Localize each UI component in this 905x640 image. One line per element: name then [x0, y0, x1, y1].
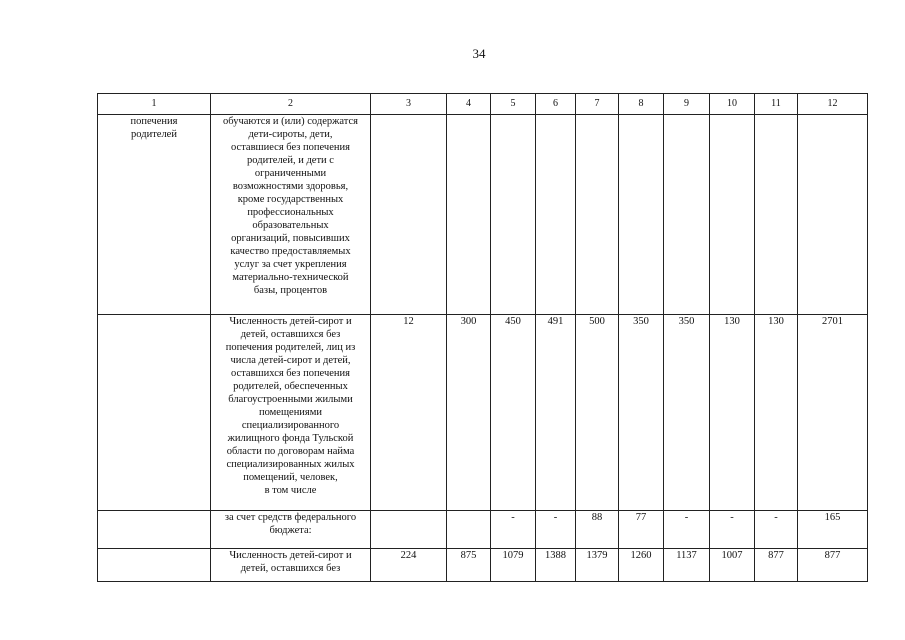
value-cell [371, 115, 447, 315]
indicator-text-line: помещениями [258, 407, 323, 418]
value-cell: 1137 [664, 549, 710, 582]
value-cell: - [664, 511, 710, 549]
value-cell [447, 511, 491, 549]
table-row [98, 315, 868, 511]
indicator-text-line: детей, оставшихся без [240, 329, 341, 340]
value-cell: 450 [491, 315, 536, 511]
indicator-text-line: детей, оставшихся без [240, 563, 341, 574]
value-cell: 165 [798, 511, 868, 549]
value-cell: 877 [798, 549, 868, 582]
value-cell: 1379 [576, 549, 619, 582]
value-cell [536, 115, 576, 315]
table-row [98, 115, 868, 315]
value-cell [447, 115, 491, 315]
indicator-text-line: числа детей-сирот и детей, [230, 355, 351, 366]
indicator-cell [211, 549, 371, 582]
row-category-cell [98, 511, 211, 549]
header-row [98, 94, 868, 115]
indicator-text-line: жилищного фонда Тульской [227, 433, 354, 444]
column-header: 6 [536, 94, 576, 115]
indicator-text-line: кроме государственных [237, 194, 344, 205]
column-header: 3 [371, 94, 447, 115]
row-category-cell [98, 115, 211, 315]
indicator-text-line: Численность детей-сирот и [229, 316, 352, 327]
value-cell: 1007 [710, 549, 755, 582]
value-cell: 877 [755, 549, 798, 582]
page-number: 34 [472, 46, 486, 61]
value-cell: 491 [536, 315, 576, 511]
value-cell: 88 [576, 511, 619, 549]
value-cell [664, 115, 710, 315]
value-cell: 1260 [619, 549, 664, 582]
indicator-text-line: обучаются и (или) содержатся [223, 116, 358, 127]
indicator-text-line: специализированного [241, 420, 340, 431]
column-header: 2 [211, 94, 371, 115]
column-header: 8 [619, 94, 664, 115]
indicator-text-line: родителей, обеспеченных [233, 381, 348, 392]
indicator-text-line: за счет средств федерального [224, 512, 357, 523]
value-cell: 350 [664, 315, 710, 511]
indicator-text-line: благоустроенными жилыми [228, 394, 353, 405]
value-cell [710, 115, 755, 315]
indicator-text-line: в том числе [264, 485, 317, 496]
indicator-text-line: области по договорам найма [226, 446, 355, 457]
indicator-cell [211, 511, 371, 549]
column-header: 10 [710, 94, 755, 115]
indicator-text-line: качество предоставляемых [230, 246, 351, 257]
column-header: 9 [664, 94, 710, 115]
value-cell: 1079 [491, 549, 536, 582]
value-cell [576, 115, 619, 315]
indicator-text-line: возможностями здоровья, [232, 181, 349, 192]
data-table [97, 93, 868, 582]
table-row [98, 549, 868, 582]
value-cell: 130 [755, 315, 798, 511]
category-text-line: попечения [130, 116, 178, 127]
indicator-text-line: Численность детей-сирот и [229, 550, 352, 561]
category-text-line: родителей [131, 129, 177, 140]
indicator-text-line: оставшиеся без попечения [231, 142, 350, 153]
indicator-text-line: организаций, повысивших [231, 233, 350, 244]
column-header: 1 [98, 94, 211, 115]
table-row [98, 511, 868, 549]
value-cell: - [755, 511, 798, 549]
indicator-text-line: дети-сироты, дети, [248, 129, 333, 140]
column-header: 5 [491, 94, 536, 115]
value-cell [755, 115, 798, 315]
indicator-text-line: попечения родителей, лиц из [225, 342, 356, 353]
value-cell: 875 [447, 549, 491, 582]
value-cell: 77 [619, 511, 664, 549]
indicator-text-line: образовательных [252, 220, 329, 231]
value-cell: - [491, 511, 536, 549]
indicator-text-line: ограниченными [254, 168, 327, 179]
column-header: 11 [755, 94, 798, 115]
indicator-text-line: бюджета: [269, 525, 312, 536]
value-cell: - [710, 511, 755, 549]
indicator-cell [211, 115, 371, 315]
indicator-text-line: услуг за счет укрепления [234, 259, 347, 270]
value-cell: 1388 [536, 549, 576, 582]
value-cell: - [536, 511, 576, 549]
value-cell: 130 [710, 315, 755, 511]
value-cell: 500 [576, 315, 619, 511]
value-cell: 2701 [798, 315, 868, 511]
column-header: 7 [576, 94, 619, 115]
value-cell [371, 511, 447, 549]
indicator-text-line: материально-технической [232, 272, 349, 283]
value-cell: 12 [371, 315, 447, 511]
value-cell [491, 115, 536, 315]
indicator-text-line: профессиональных [247, 207, 334, 218]
column-header: 4 [447, 94, 491, 115]
indicator-text-line: базы, процентов [253, 285, 328, 296]
value-cell: 300 [447, 315, 491, 511]
indicator-text-line: оставшихся без попечения [231, 368, 350, 379]
indicator-cell [211, 315, 371, 511]
indicator-text-line: родителей, и дети с [247, 155, 334, 166]
indicator-text-line: помещений, человек, [243, 472, 338, 483]
column-header: 12 [798, 94, 868, 115]
value-cell [619, 115, 664, 315]
value-cell: 350 [619, 315, 664, 511]
row-category-cell [98, 315, 211, 511]
indicator-text-line: специализированных жилых [226, 459, 355, 470]
value-cell [798, 115, 868, 315]
value-cell: 224 [371, 549, 447, 582]
row-category-cell [98, 549, 211, 582]
